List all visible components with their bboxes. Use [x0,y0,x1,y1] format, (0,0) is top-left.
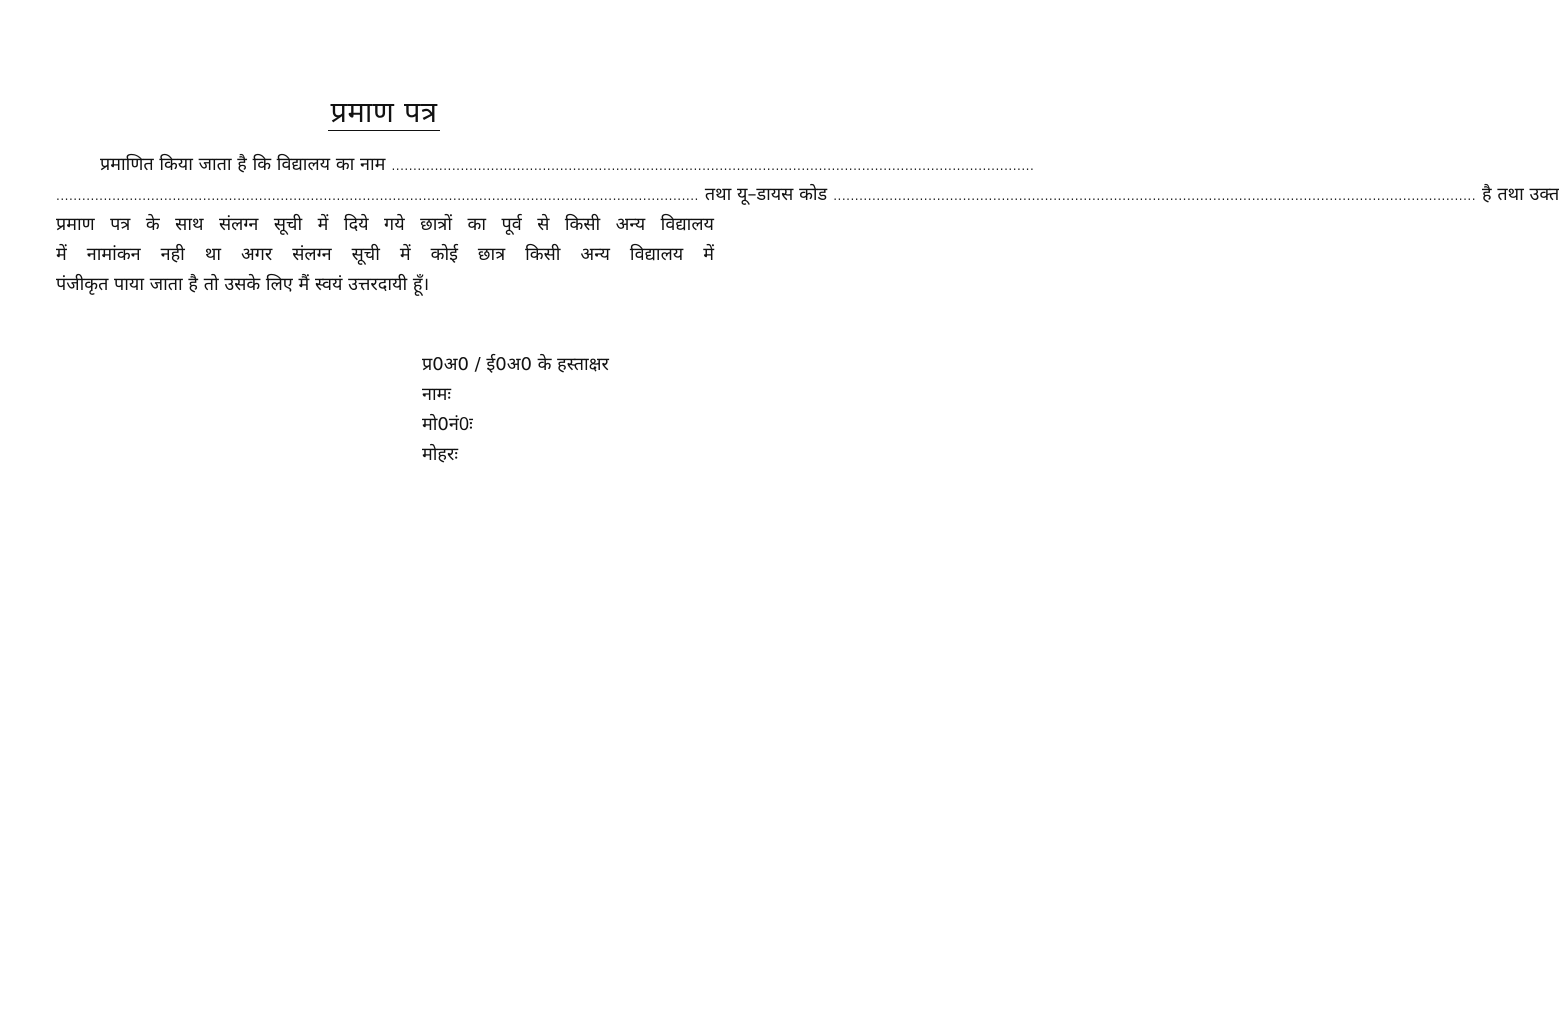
body-line-2 [56,180,1559,210]
udise-code-blank: ..................................................................................................................................................... [833,189,1477,203]
body-line-4: में नामांकन नही था अगर संलग्न सूची में कोई छात्र किसी अन्य विद्यालय में [56,244,714,265]
title-text: प्रमाण पत्र [330,95,438,129]
body-line-2-mid: तथा यू–डायस कोड [704,184,828,205]
body-line-5: पंजीकृत पाया जाता है तो उसके लिए मैं स्वयं उत्तरदायी हूँ। [56,274,430,295]
mobile-label: मो0नं0ः [422,414,473,435]
signature-label: प्र0अ0 / ई0अ0 के हस्ताक्षर [422,354,609,375]
body-line-2-end: है तथा उक्त [1482,184,1559,205]
seal-label: मोहरः [422,444,458,465]
body-line-1 [56,150,1035,180]
body-line-1-text: प्रमाणित किया जाता है कि विद्यालय का नाम [100,154,386,175]
name-label: नामः [422,384,452,405]
certificate-body [56,150,1559,300]
school-name-blank-cont: ..................................................................................................................................................... [56,189,699,203]
body-line-3: प्रमाण पत्र के साथ संलग्न सूची में दिये गये छात्रों का पूर्व से किसी अन्य विद्यालय [56,214,714,235]
school-name-blank: ..................................................................................................................................................... [391,159,1035,173]
signature-block [422,350,609,470]
document-title [0,92,768,132]
